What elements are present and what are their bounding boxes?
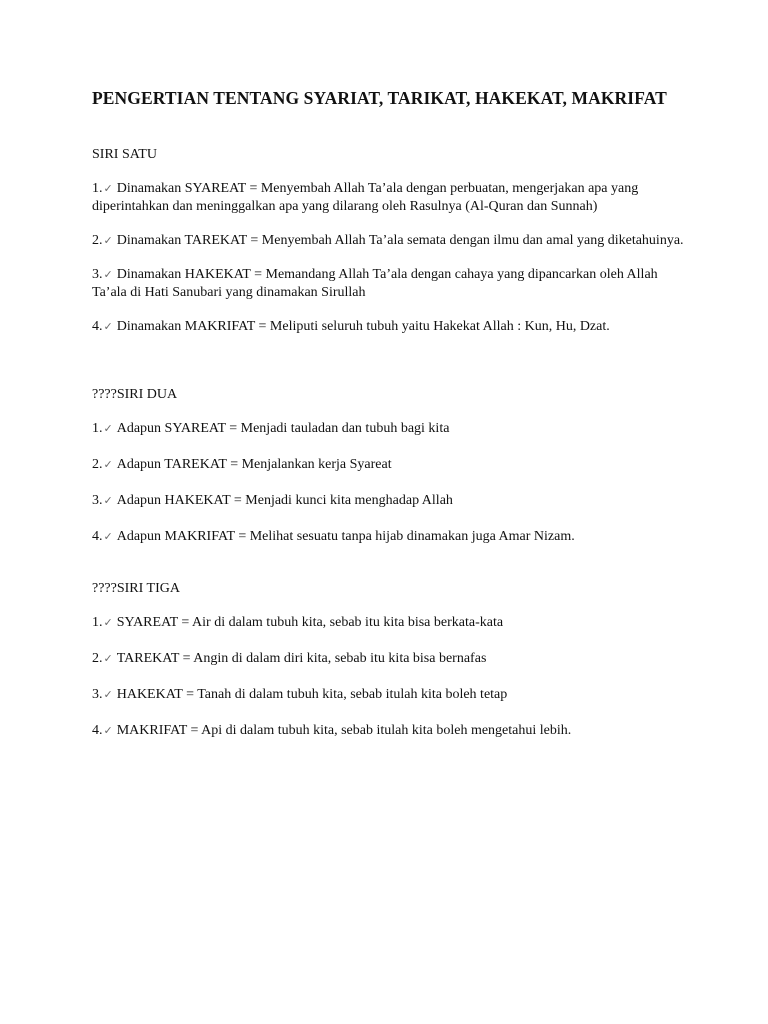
- section-siri-tiga: [92, 580, 692, 740]
- item-text: SYAREAT = Air di dalam tubuh kita, sebab itu kita bisa berkata-kata: [116, 615, 504, 630]
- item-list: [92, 614, 692, 740]
- item-number: 3.: [92, 687, 103, 702]
- list-item: [92, 650, 692, 668]
- list-item: [92, 318, 692, 336]
- check-mark-icon: ✓: [103, 182, 113, 195]
- check-mark-icon: ✓: [103, 268, 113, 281]
- item-text: MAKRIFAT = Api di dalam tubuh kita, sebab itulah kita boleh mengetahui lebih.: [116, 723, 572, 738]
- item-number: 3.: [92, 493, 103, 508]
- list-item: [92, 420, 692, 438]
- list-item: [92, 722, 692, 740]
- item-text: TAREKAT = Angin di dalam diri kita, sebab itu kita bisa bernafas: [116, 651, 487, 666]
- list-item: [92, 232, 692, 250]
- item-text: Adapun TAREKAT = Menjalankan kerja Syareat: [116, 457, 392, 472]
- item-number: 1.: [92, 615, 103, 630]
- check-mark-icon: ✓: [103, 458, 113, 471]
- document-title: PENGERTIAN TENTANG SYARIAT, TARIKAT, HAKEKAT, MAKRIFAT: [92, 88, 667, 108]
- item-number: 1.: [92, 421, 103, 436]
- item-list: [92, 180, 692, 336]
- section-heading: ????SIRI TIGA: [92, 581, 180, 596]
- list-item: [92, 614, 692, 632]
- document-page: [92, 86, 692, 758]
- section-heading: ????SIRI DUA: [92, 387, 178, 402]
- item-text: Dinamakan MAKRIFAT = Meliputi seluruh tubuh yaitu Hakekat Allah : Kun, Hu, Dzat.: [116, 319, 610, 334]
- list-item: [92, 492, 692, 510]
- check-mark-icon: ✓: [103, 688, 113, 701]
- list-item: [92, 456, 692, 474]
- item-text: Adapun SYAREAT = Menjadi tauladan dan tubuh bagi kita: [116, 421, 450, 436]
- item-number: 2.: [92, 651, 103, 666]
- item-text: Dinamakan HAKEKAT = Memandang Allah Ta’ala dengan cahaya yang dipancarkan oleh Allah Ta’ala di Hati Sanubari yang dinamakan Sirullah: [92, 267, 658, 300]
- check-mark-icon: ✓: [103, 616, 113, 629]
- item-text: HAKEKAT = Tanah di dalam tubuh kita, sebab itulah kita boleh tetap: [116, 687, 508, 702]
- item-number: 2.: [92, 457, 103, 472]
- section-siri-dua: [92, 386, 692, 546]
- item-text: Adapun MAKRIFAT = Melihat sesuatu tanpa hijab dinamakan juga Amar Nizam.: [116, 529, 575, 544]
- item-list: [92, 420, 692, 546]
- item-number: 3.: [92, 267, 103, 282]
- item-text: Dinamakan SYAREAT = Menyembah Allah Ta’ala dengan perbuatan, mengerjakan apa yang diperintahkan dan meninggalkan apa yang dilarang oleh Rasulnya (Al-Quran dan Sunnah): [92, 181, 639, 214]
- list-item: [92, 686, 692, 704]
- check-mark-icon: ✓: [103, 724, 113, 737]
- check-mark-icon: ✓: [103, 320, 113, 333]
- item-number: 4.: [92, 529, 103, 544]
- list-item: [92, 180, 692, 216]
- section-heading: SIRI SATU: [92, 147, 157, 162]
- check-mark-icon: ✓: [103, 652, 113, 665]
- item-number: 2.: [92, 233, 103, 248]
- list-item: [92, 528, 692, 546]
- item-number: 1.: [92, 181, 103, 196]
- check-mark-icon: ✓: [103, 234, 113, 247]
- item-number: 4.: [92, 723, 103, 738]
- item-text: Dinamakan TAREKAT = Menyembah Allah Ta’ala semata dengan ilmu dan amal yang diketahuinya.: [116, 233, 684, 248]
- check-mark-icon: ✓: [103, 530, 113, 543]
- check-mark-icon: ✓: [103, 494, 113, 507]
- section-siri-satu: [92, 146, 692, 336]
- check-mark-icon: ✓: [103, 422, 113, 435]
- list-item: [92, 266, 692, 302]
- item-text: Adapun HAKEKAT = Menjadi kunci kita menghadap Allah: [116, 493, 453, 508]
- item-number: 4.: [92, 319, 103, 334]
